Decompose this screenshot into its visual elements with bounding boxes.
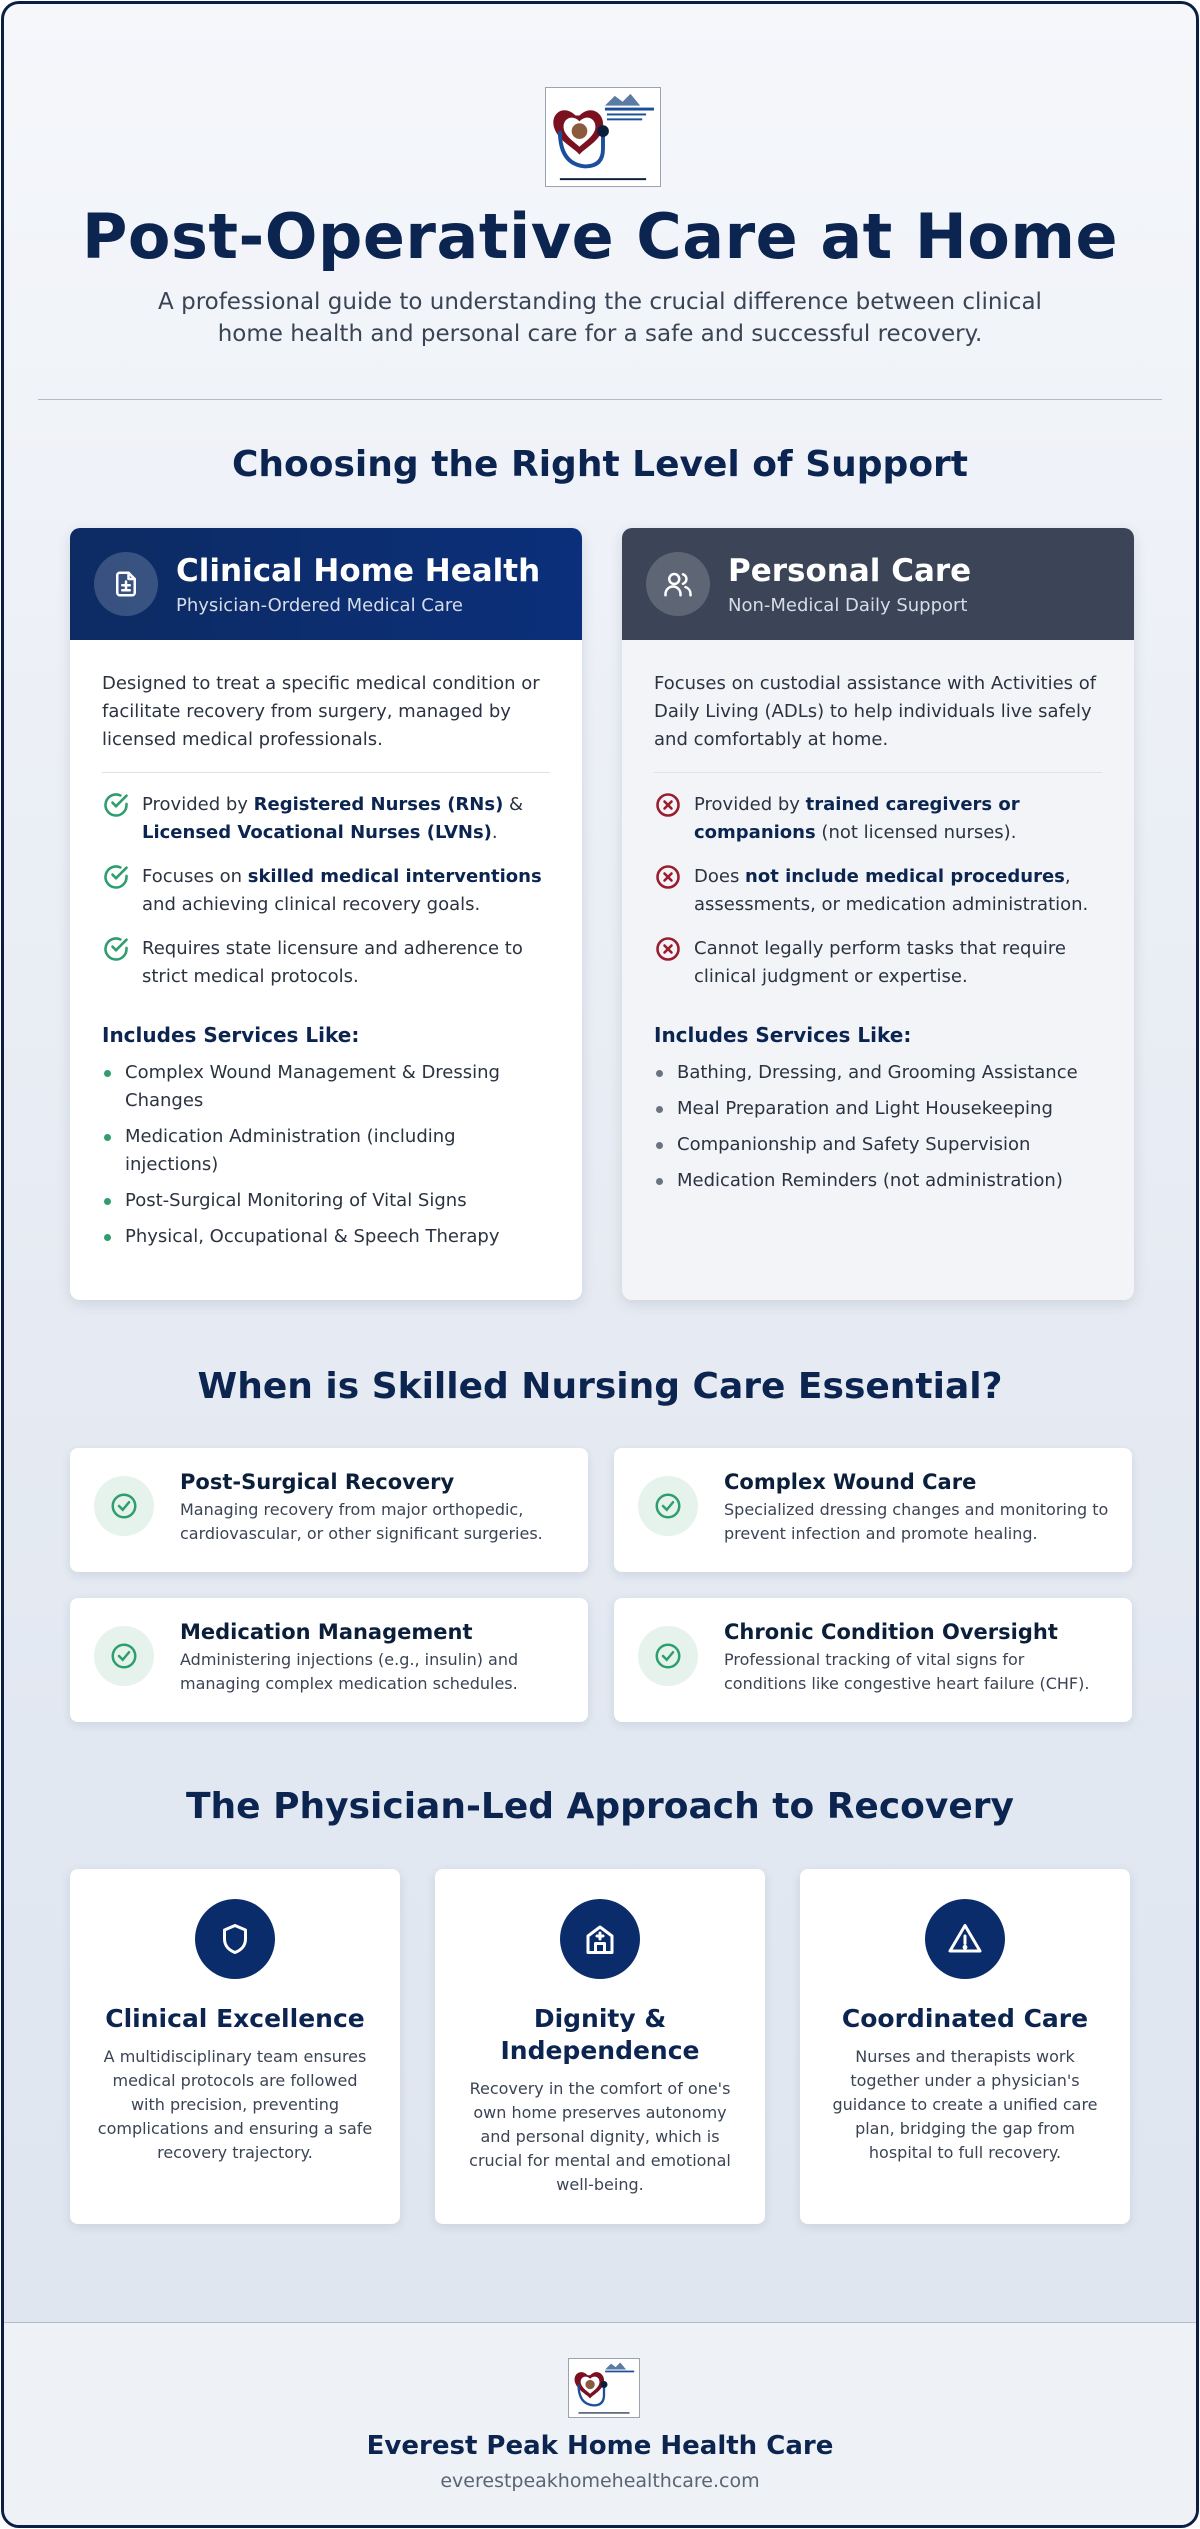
footer-company-name: Everest Peak Home Health Care <box>366 2431 834 2461</box>
personal-point: Does not include medical procedures, assessments, or medication administration. <box>654 863 1102 919</box>
essential-title: Complex Wound Care <box>724 1470 977 1494</box>
pillar-title: Clinical Excellence <box>105 2004 365 2033</box>
comparison-heading: Choosing the Right Level of Support <box>231 444 969 485</box>
personal-card-header <box>622 528 1134 640</box>
essential-title: Post-Surgical Recovery <box>180 1470 455 1494</box>
personal-services-title: Includes Services Like: <box>654 1023 912 1047</box>
company-logo <box>545 87 661 187</box>
essential-text: Managing recovery from major orthopedic, cardiovascular, or other significant surgeries. <box>180 1500 543 1543</box>
pillar-coordinated <box>800 1869 1130 2224</box>
pillar-text: Nurses and therapists work together under a physician's guidance to create a unified care plan, bridging the gap from hospital to full recovery. <box>832 2047 1098 2162</box>
pillar-clinical-excellence <box>70 1869 400 2224</box>
check-circle-icon <box>102 791 130 819</box>
clinical-services-list <box>102 1059 550 1251</box>
list-item: Physical, Occupational & Speech Therapy <box>102 1223 550 1251</box>
x-circle-icon <box>654 935 682 963</box>
personal-services-list <box>654 1059 1102 1195</box>
infographic-frame <box>1 1 1199 2528</box>
list-item: Bathing, Dressing, and Grooming Assistance <box>654 1059 1102 1087</box>
pillar-text: Recovery in the comfort of one's own home preserves autonomy and personal dignity, which is crucial for mental and emotional well-being. <box>469 2079 731 2194</box>
page-subtitle: A professional guide to understanding the crucial difference between clinical home health and personal care for a safe and successful recovery. <box>158 289 1042 347</box>
pillar-text: A multidisciplinary team ensures medical protocols are followed with precision, preventing complications and ensuring a safe recovery trajectory. <box>97 2047 373 2162</box>
essential-heading: When is Skilled Nursing Care Essential? <box>197 1366 1003 1407</box>
clinical-points <box>102 773 550 991</box>
pillar-title: Coordinated Care <box>841 2004 1089 2033</box>
check-circle-icon <box>638 1626 698 1686</box>
footer-website-link[interactable]: everestpeakhomehealthcare.com <box>440 2470 760 2492</box>
list-item: Medication Administration (including injections) <box>102 1123 550 1179</box>
home-icon <box>560 1899 640 1979</box>
footer <box>4 2322 1196 2528</box>
essential-card-chronic <box>614 1598 1132 1722</box>
essential-title: Chronic Condition Oversight <box>724 1620 1058 1644</box>
personal-intro: Focuses on custodial assistance with Activities of Daily Living (ADLs) to help individuals live safely and comfortably at home. <box>654 670 1102 773</box>
clinical-point: Requires state licensure and adherence to strict medical protocols. <box>102 935 550 991</box>
clinical-services-title: Includes Services Like: <box>102 1023 360 1047</box>
footer-logo <box>568 2358 640 2418</box>
list-item: Post-Surgical Monitoring of Vital Signs <box>102 1187 550 1215</box>
clinical-home-health-card <box>70 528 582 1300</box>
header-divider <box>38 399 1162 400</box>
personal-point: Cannot legally perform tasks that require clinical judgment or expertise. <box>654 935 1102 991</box>
check-circle-icon <box>94 1476 154 1536</box>
shield-icon <box>195 1899 275 1979</box>
clinical-intro: Designed to treat a specific medical condition or facilitate recovery from surgery, managed by licensed medical professionals. <box>102 670 550 773</box>
essential-text: Administering injections (e.g., insulin) and managing complex medication schedules. <box>180 1650 519 1693</box>
check-circle-icon <box>94 1626 154 1686</box>
pillar-title: Dignity & Independence <box>500 2004 700 2065</box>
page-title: Post-Operative Care at Home <box>81 200 1119 273</box>
personal-point: Provided by trained caregivers or companions (not licensed nurses). <box>654 791 1102 847</box>
x-circle-icon <box>654 791 682 819</box>
personal-card-subtitle: Non-Medical Daily Support <box>728 594 968 616</box>
list-item: Complex Wound Management & Dressing Changes <box>102 1059 550 1115</box>
check-circle-icon <box>102 863 130 891</box>
essential-card-post-surgical <box>70 1448 588 1572</box>
check-circle-icon <box>102 935 130 963</box>
clinical-card-header <box>70 528 582 640</box>
clinical-card-title: Clinical Home Health <box>176 552 541 589</box>
essential-card-wound-care <box>614 1448 1132 1572</box>
list-item: Medication Reminders (not administration) <box>654 1167 1102 1195</box>
alert-triangle-icon <box>925 1899 1005 1979</box>
x-circle-icon <box>654 863 682 891</box>
essential-text: Specialized dressing changes and monitoring to prevent infection and promote healing. <box>724 1500 1109 1543</box>
essential-text: Professional tracking of vital signs for conditions like congestive heart failure (CHF). <box>724 1650 1090 1693</box>
clinical-point: Provided by Registered Nurses (RNs) & Licensed Vocational Nurses (LVNs). <box>102 791 550 847</box>
pillar-dignity <box>435 1869 765 2224</box>
essential-card-medication <box>70 1598 588 1722</box>
list-item: Meal Preparation and Light Housekeeping <box>654 1095 1102 1123</box>
personal-care-card <box>622 528 1134 1300</box>
personal-points <box>654 773 1102 991</box>
check-circle-icon <box>638 1476 698 1536</box>
users-icon <box>646 552 710 616</box>
clinical-document-icon <box>94 552 158 616</box>
clinical-card-subtitle: Physician-Ordered Medical Care <box>176 594 463 616</box>
list-item: Companionship and Safety Supervision <box>654 1131 1102 1159</box>
essential-title: Medication Management <box>180 1620 473 1644</box>
personal-card-title: Personal Care <box>728 552 972 589</box>
clinical-point: Focuses on skilled medical interventions and achieving clinical recovery goals. <box>102 863 550 919</box>
approach-heading: The Physician-Led Approach to Recovery <box>185 1786 1015 1827</box>
